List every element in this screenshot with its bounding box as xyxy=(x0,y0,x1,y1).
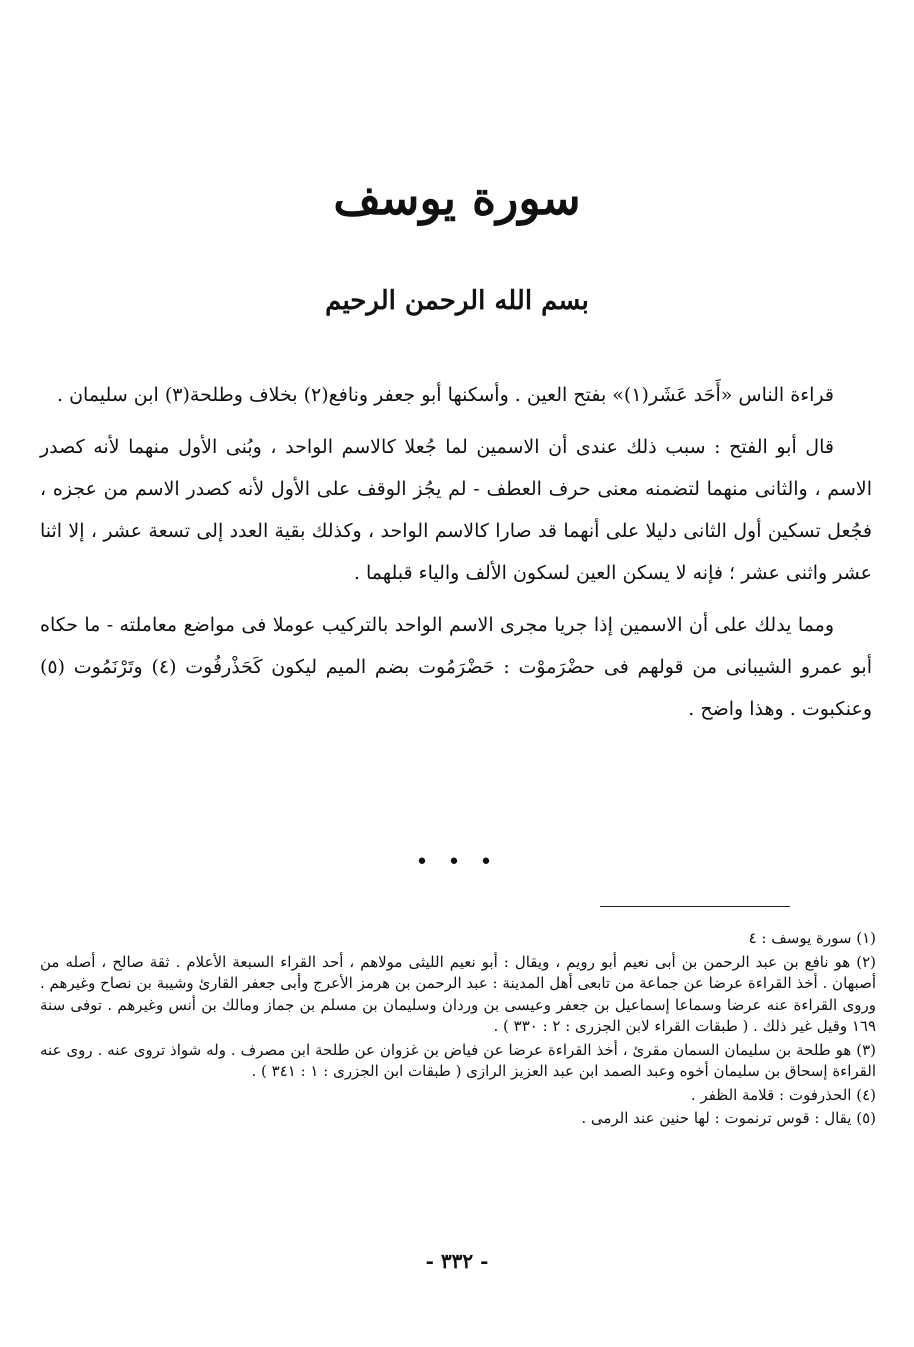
surah-title: سورة يوسف xyxy=(333,171,581,225)
section-separator: • • • xyxy=(415,850,499,875)
footnote: (٥) يقال : قوس ترنموت : لها حنين عند الرمى . xyxy=(581,1109,876,1127)
paragraph: قال أبو الفتح : سبب ذلك عندى أن الاسمين لما جُعلا كالاسم الواحد ، وبُنى الأول منهما لأنه كصدر الاسم ، والثانى منهما لتضمنه معنى حرف العطف - لم يجُز الوقف على الأول لأنه كصدر الاسم من عجزه ، فجُعل تسكين أول الثانى دليلا على أنهما قد صارا كالاسم الواحد ، وكذلك بقية العدد إلى تسعة عشر ، إلا اثنا عشر واثنى عشر ؛ فإنه لا يسكن العين لسكون الألف والياء قبلهما . xyxy=(40,436,872,584)
paragraph: قراءة الناس «أَحَد عَشَر(١)» بفتح العين . وأسكنها أبو جعفر ونافع(٢) بخلاف وطلحة(٣) ابن سليمان . xyxy=(57,384,834,406)
paragraph: ومما يدلك على أن الاسمين إذا جريا مجرى الاسم الواحد بالتركيب عوملا فى مواضع معاملته - ما حكاه أبو عمرو الشيبانى من قولهم فى حضْرَموْت : حَضْرَمُوت بضم الميم ليكون كَحَذْرفُوت (٤) وتَرْنَمُوت (٥) وعنكبوت . وهذا واضح . xyxy=(40,614,872,720)
page-number: - ٣٣٢ - xyxy=(425,1249,489,1273)
footnote-rule xyxy=(600,906,790,907)
footnote: (١) سورة يوسف : ٤ xyxy=(748,929,876,947)
footnote: (٤) الحذرفوت : قلامة الظفر . xyxy=(690,1085,876,1104)
footnote: (٢) هو نافع بن عبد الرحمن بن أبى نعيم أبو رويم ، ويقال : أبو نعيم الليثى مولاهم ، أحد القراء السبعة الأعلام . ثقة صالح ، أصله من أصبهان . أخذ القراءة عرضا عن جماعة من تابعى أهل المدينة : عبد الرحمن بن هرمز الأعرج وأبى جعفر القارئ وشيبة بن نصاح وغيرهم . وروى القراءة عنه عرضا وسماعا إسماعيل بن جعفر وعيسى بن وردان وسليمان بن مسلم بن جماز ومالك بن أنس وغيرهم . توفى سنة ١٦٩ وقيل غير ذلك . ( طبقات القراء لابن الجزرى : ٢ : ٣٣٠ ) . xyxy=(40,952,876,1035)
basmala: بسم الله الرحمن الرحيم xyxy=(325,286,589,316)
main-text xyxy=(40,374,872,740)
footnotes xyxy=(40,928,876,1132)
footnote: (٣) هو طلحة بن سليمان السمان مقرئ ، أخذ القراءة عرضا عن فياض بن غزوان عن طلحة ابن مصرف . وله شواذ تروى عنه . روى عنه القراءة إسحاق بن سليمان أخوه وعبد الصمد ابن عبد العزيز الرازى ( طبقات ابن الجزرى : ١ : ٣٤١ ) . xyxy=(40,1040,877,1080)
